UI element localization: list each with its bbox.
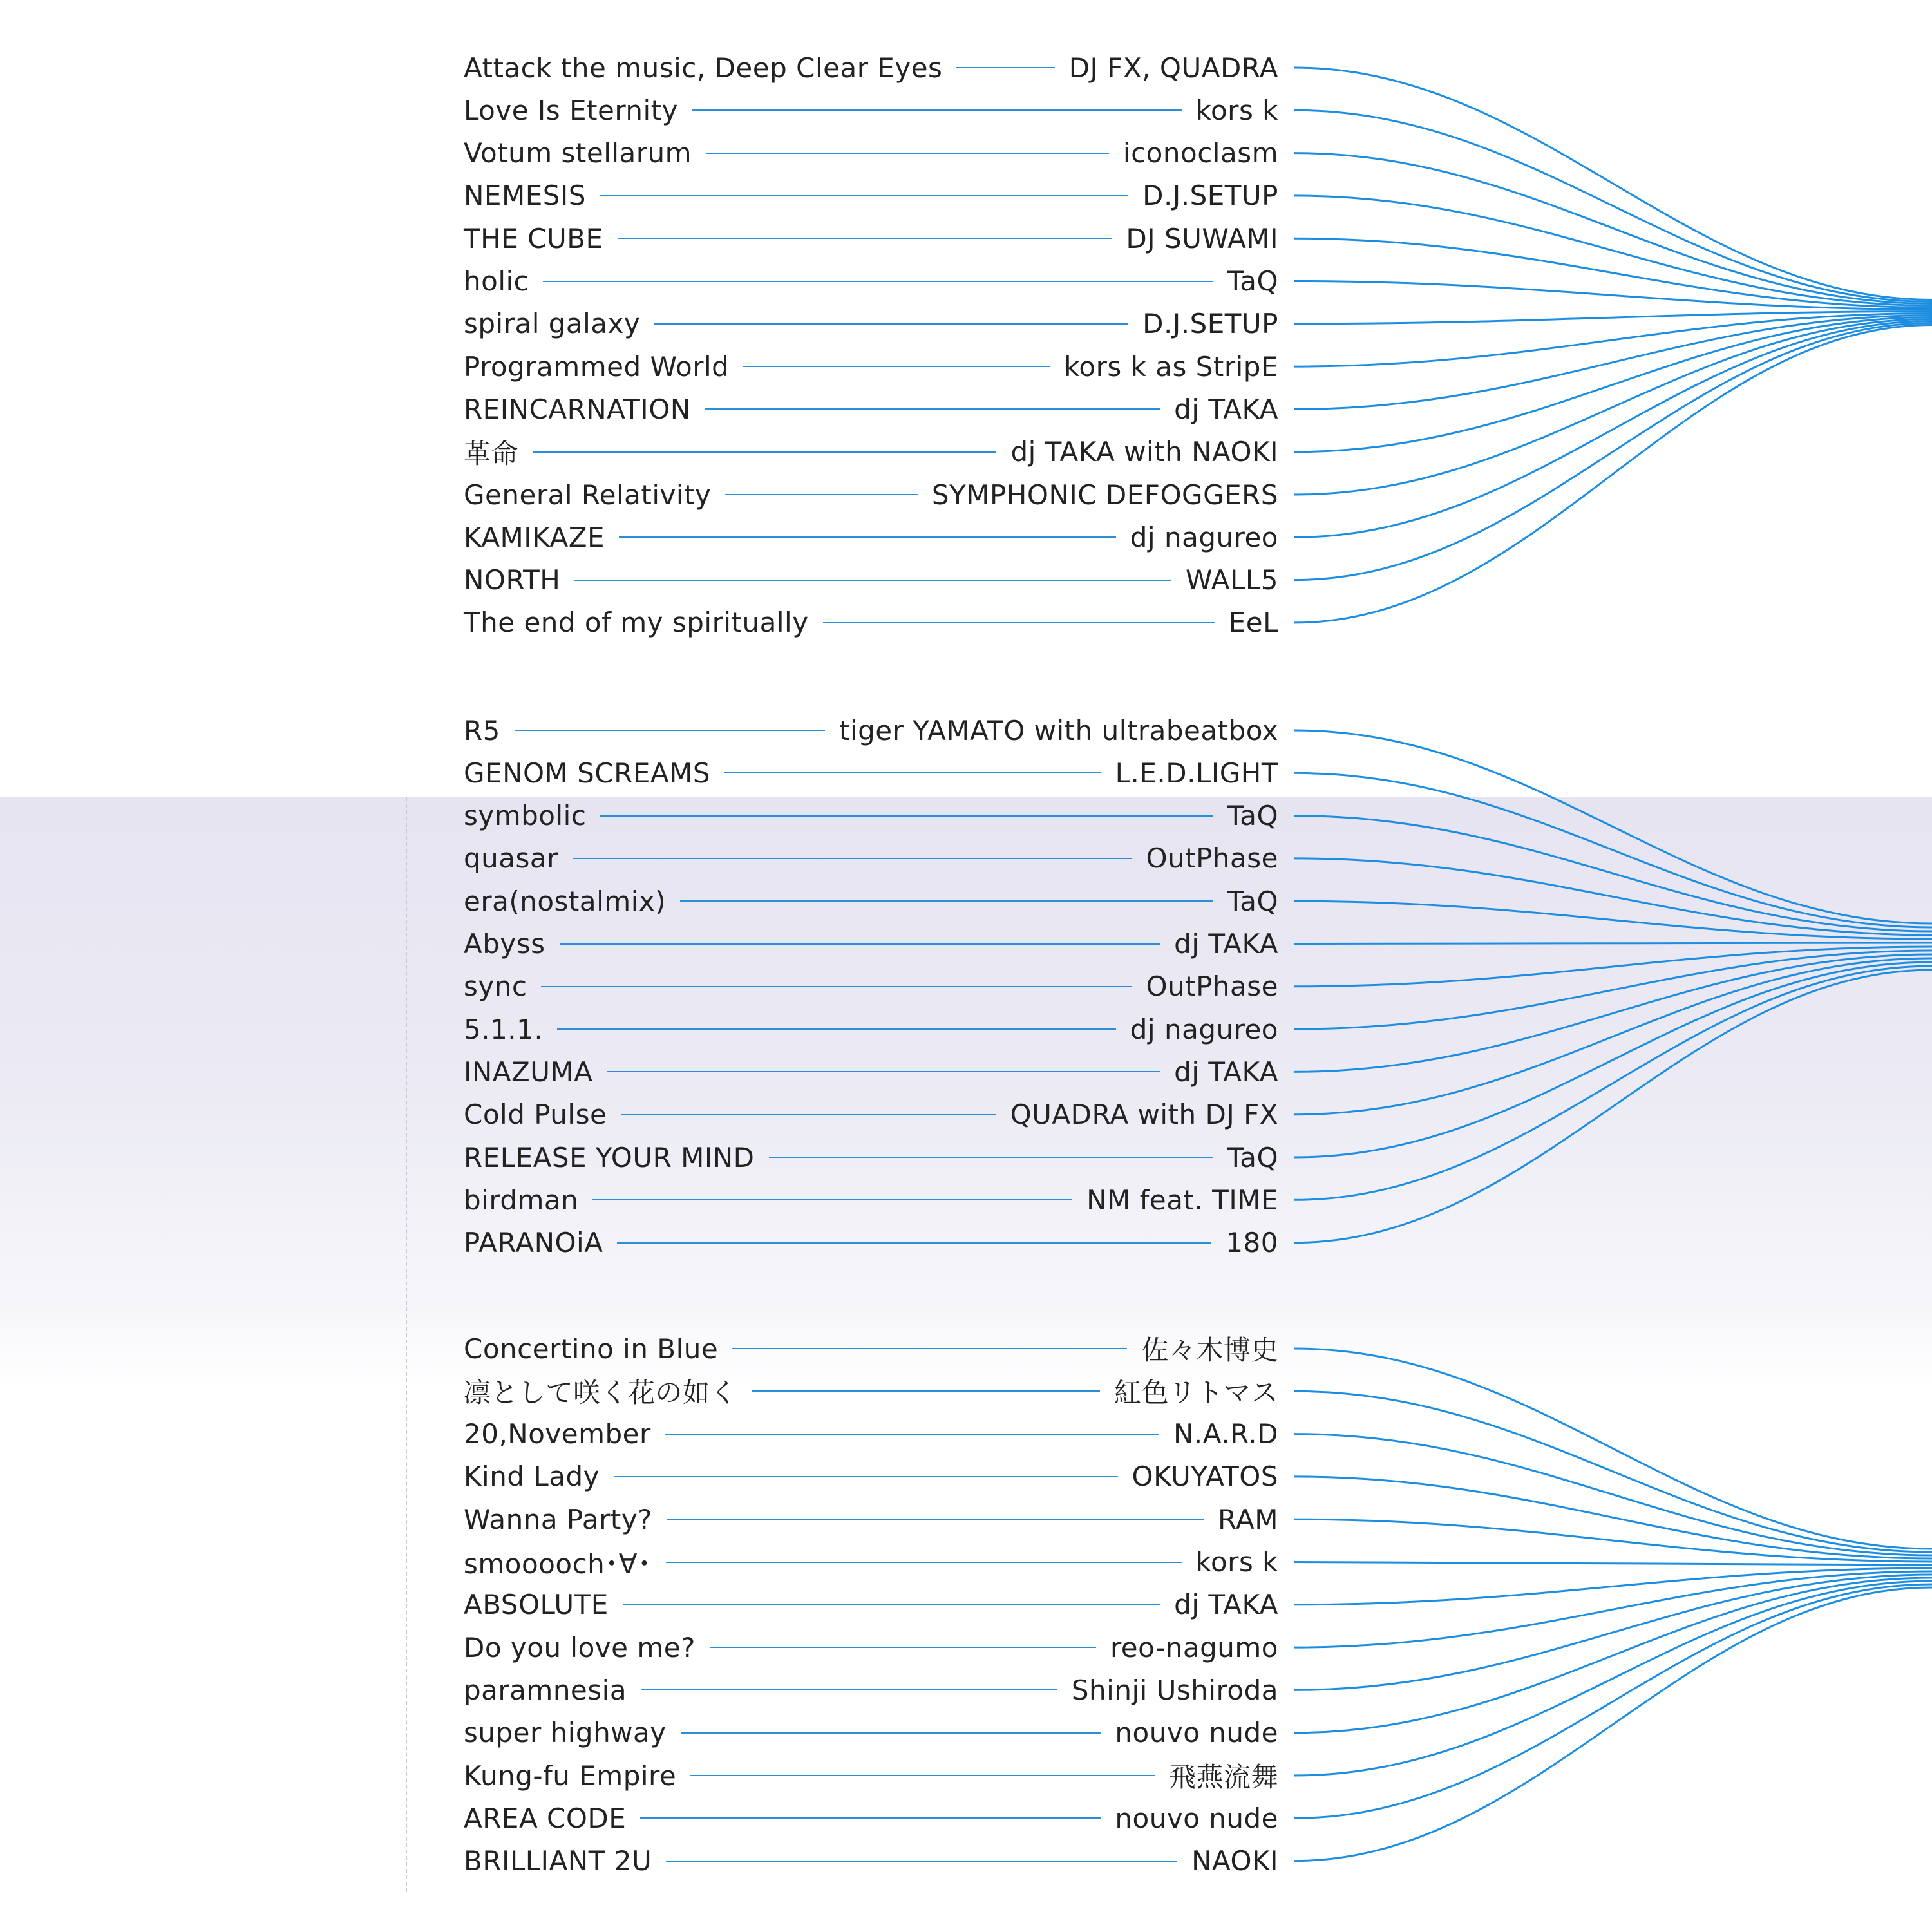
track-title: spiral galaxy [464, 308, 641, 340]
track-artist: OutPhase [1146, 971, 1278, 1003]
track-title: PARANOiA [464, 1227, 603, 1259]
connector-curve [1294, 1571, 1932, 1647]
track-title: 革命 [464, 437, 519, 469]
track-artist: dj TAKA [1174, 928, 1278, 960]
connector-curve [1294, 317, 1932, 452]
track-artist: kors k [1195, 1546, 1278, 1578]
track-title: General Relativity [464, 478, 712, 511]
track-artist: iconoclasm [1122, 137, 1278, 169]
track-artist: dj TAKA [1174, 1589, 1278, 1621]
track-title: BRILLIANT 2U [464, 1845, 652, 1877]
track-artist: D.J.SETUP [1142, 308, 1278, 340]
track-artist: OKUYATOS [1132, 1461, 1278, 1493]
track-artist: 紅色リトマス [1113, 1377, 1278, 1409]
track-artist: EeL [1228, 607, 1278, 639]
track-artist: Shinji Ushiroda [1071, 1674, 1278, 1706]
track-artist: DJ SUWAMI [1126, 222, 1278, 254]
track-artist: L.E.D.LIGHT [1115, 757, 1278, 789]
connector-curve [1294, 325, 1932, 623]
track-artist: tiger YAMATO with ultrabeatbox [839, 714, 1278, 746]
connector-curve [1294, 773, 1932, 927]
track-artist: OutPhase [1146, 842, 1278, 875]
track-title: Programmed World [464, 350, 730, 383]
track-artist: dj TAKA with NAOKI [1010, 436, 1278, 468]
track-artist: nouvo nude [1115, 1717, 1278, 1749]
track-title: NORTH [464, 564, 561, 596]
connector-curve [1294, 943, 1932, 944]
connector-curve [1294, 966, 1932, 1200]
track-artist: QUADRA with DJ FX [1010, 1099, 1278, 1131]
track-artist: dj TAKA [1174, 1056, 1278, 1088]
track-artist: nouvo nude [1115, 1802, 1278, 1834]
track-artist: kors k as StripE [1064, 350, 1278, 383]
connector-curve [1294, 319, 1932, 495]
track-title: INAZUMA [464, 1056, 593, 1088]
connector-curve [1294, 1349, 1932, 1549]
track-artist: DJ FX, QUADRA [1068, 52, 1278, 84]
connector-curve [1294, 1562, 1932, 1566]
track-title: ABSOLUTE [464, 1589, 609, 1621]
track-title: birdman [464, 1184, 579, 1216]
track-title: R5 [464, 714, 500, 746]
track-artist: TaQ [1227, 265, 1278, 297]
track-title: Wanna Party? [464, 1503, 652, 1535]
track-title: super highway [464, 1717, 667, 1749]
track-artist: 佐々木博史 [1141, 1334, 1278, 1366]
connector-curve [1294, 858, 1932, 935]
connector-curve [1294, 238, 1932, 307]
track-title: RELEASE YOUR MIND [464, 1141, 755, 1173]
connector-curve [1294, 958, 1932, 1115]
connector-curve [1294, 316, 1932, 410]
track-artist: NAOKI [1191, 1845, 1278, 1877]
track-artist: WALL5 [1186, 564, 1278, 596]
track-title: 5.1.1. [464, 1013, 544, 1045]
connector-curve [1294, 1519, 1932, 1562]
track-title: GENOM SCREAMS [464, 757, 710, 789]
track-title: quasar [464, 842, 558, 875]
track-title: holic [464, 265, 529, 297]
track-artist: dj nagureo [1130, 521, 1278, 553]
track-title: 凛として咲く花の如く [464, 1377, 738, 1409]
track-artist: reo-nagumo [1110, 1631, 1278, 1663]
track-title: Do you love me? [464, 1631, 696, 1663]
track-artist: NM feat. TIME [1086, 1184, 1278, 1216]
track-artist: N.A.R.D [1173, 1418, 1278, 1450]
track-artist: 180 [1226, 1227, 1278, 1259]
connector-curve [1294, 1584, 1932, 1818]
track-artist: TaQ [1227, 1141, 1278, 1173]
connector-curve [1294, 962, 1932, 1157]
track-title: AREA CODE [464, 1802, 627, 1834]
connector-curve [1294, 730, 1932, 923]
connector-curve [1294, 1391, 1932, 1552]
connector-curve [1294, 951, 1932, 1029]
connector-curve [1294, 321, 1932, 538]
connector-curve [1294, 312, 1932, 324]
connector-curve [1294, 153, 1932, 304]
track-title: symbolic [464, 800, 587, 832]
track-title: Abyss [464, 928, 545, 960]
track-title: paramnesia [464, 1674, 627, 1706]
track-artist: D.J.SETUP [1142, 180, 1278, 212]
track-title: smooooch･∀･ [464, 1548, 652, 1580]
track-title: REINCARNATION [464, 393, 691, 425]
track-artist: dj TAKA [1174, 393, 1278, 425]
connector-curve [1294, 68, 1932, 300]
track-artist: dj nagureo [1130, 1013, 1278, 1045]
connector-curve [1294, 196, 1932, 306]
track-title: Concertino in Blue [464, 1332, 719, 1365]
track-artist: SYMPHONIC DEFOGGERS [931, 478, 1278, 511]
track-title: Votum stellarum [464, 137, 692, 169]
track-title: KAMIKAZE [464, 521, 605, 553]
track-title: Attack the music, Deep Clear Eyes [464, 52, 943, 84]
track-title: sync [464, 971, 527, 1003]
track-artist: kors k [1195, 94, 1278, 126]
connector-curve [1294, 1434, 1932, 1555]
track-title: Love Is Eternity [464, 94, 679, 126]
track-artist: RAM [1218, 1503, 1278, 1535]
track-artist: TaQ [1227, 800, 1278, 832]
track-title: NEMESIS [464, 180, 586, 212]
track-artist: TaQ [1227, 885, 1278, 917]
track-title: The end of my spiritually [464, 607, 809, 639]
track-title: 20,November [464, 1418, 651, 1450]
track-title: Cold Pulse [464, 1099, 607, 1131]
track-title: THE CUBE [464, 222, 603, 254]
track-title: era(nostalmix) [464, 885, 667, 917]
connector-curve [1294, 1477, 1932, 1558]
track-title: Kind Lady [464, 1461, 600, 1493]
track-title: Kung-fu Empire [464, 1759, 677, 1792]
track-artist: 飛燕流舞 [1168, 1761, 1278, 1793]
